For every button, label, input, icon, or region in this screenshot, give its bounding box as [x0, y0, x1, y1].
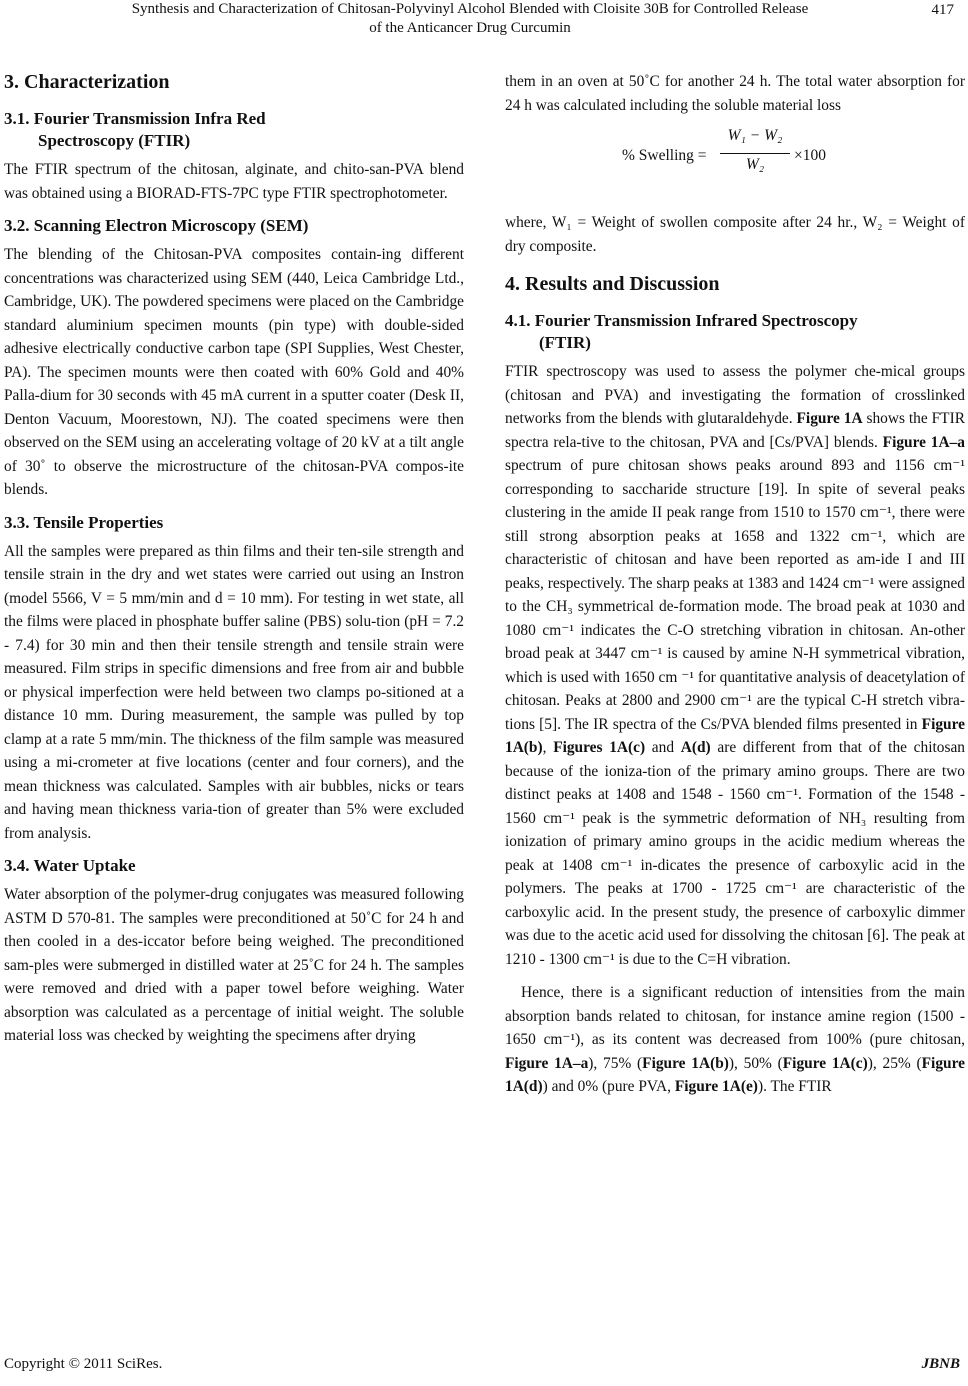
p2-text-c: ), 50% ( — [728, 1054, 783, 1072]
p2-figure-ref-3: Figure 1A(c) — [782, 1054, 868, 1072]
ftir-text-2: shows the FTIR spectra rela-tive to the chitosan, PVA and [Cs/PVA] blends. — [505, 410, 965, 451]
running-title-line2: of the Anticancer Drug Curcumin — [369, 20, 571, 36]
formula-lhs: % Swelling = — [622, 147, 707, 164]
ftir-text-1: FTIR spectroscopy was used to assess the polymer che-mical groups (chitosan and PVA) and investigating the formation of crosslinked networks from the blends with glutaraldehyde. — [505, 363, 965, 427]
copyright-notice: Copyright © 2011 SciRes. — [4, 1356, 163, 1372]
section-3-1-paragraph: The FTIR spectrum of the chitosan, alginate, and chito-san-PVA blend was obtained using a BIORAD-FTS-7PC type FTIR spectrophotometer. — [4, 161, 464, 202]
running-header — [0, 0, 968, 50]
figure-ref-1a: Figure 1A — [796, 410, 863, 427]
section-3-1-title-a: Fourier Transmission Infra Red — [33, 109, 266, 128]
section-3-3-paragraph: All the samples were prepared as thin films and their ten-sile strength and tensile strain in the dry and wet states were carried out using an Instron (model 5566, V = 5 mm/min and d = 10 mm). For testing in wet state, all the films were placed in phosphate buffer saline (PBS) solu-tion (pH = 7.2 - 7.4) for 30 min and then their tensile strength and tensile strain were measured. Film strips in specific dimensions and free from air and bubble or physical imperfection were held between two clamps po-sitioned at a distance 10 mm. During measurement, the sample was pulled by top clamp at a rate 5 mm/min. The thickness of the film sample was measured using a mi-crometer at five locations (center and four corners), and the mean thickness was calculated. Samples with air bubbles, nicks or tears and having mean thickness varia-tion of greater than 5% were excluded from analysis. — [4, 542, 464, 842]
section-4-1-number: 4.1. — [505, 311, 531, 330]
section-3-4-heading: 3.4. Water Uptake — [4, 856, 136, 875]
p2-text-b: ), 75% ( — [588, 1054, 643, 1072]
formula-rhs: ×100 — [794, 147, 826, 164]
p2-figure-ref-2: Figure 1A(b) — [642, 1054, 729, 1072]
section-4-1-heading — [505, 310, 965, 354]
formula-where-paragraph: where, W₁ = Weight of swollen composite after 24 hr., W₂ = Weight of dry composite. — [505, 214, 965, 255]
figure-ref-a-d: A(d) — [680, 739, 711, 756]
figure-ref-1a-a: Figure 1A–a — [882, 433, 965, 451]
section-3-3-heading: 3.3. Tensile Properties — [4, 512, 164, 532]
section-3-1-title-b: Spectroscopy (FTIR) — [38, 131, 191, 150]
formula-numerator: W₁ − W₂ — [727, 127, 783, 144]
figure-ref-1a-c: Figures 1A(c) — [553, 739, 646, 756]
section-3-1-number: 3.1. — [4, 109, 30, 128]
p2-figure-ref-1: Figure 1A–a — [505, 1054, 589, 1072]
ftir-and: and — [651, 739, 675, 756]
section-3-2-paragraph: The blending of the Chitosan-PVA composites contain-ing different concentrations was characterized using SEM (440, Leica Cambridge Ltd., Cambridge, UK). The powdered specimens were placed on the Cambridge standard aluminium specimen mounts (pin type) with double-sided adhesive electrically conductive carbon tape (SPI Supplies, West Chester, PA). The specimen mounts were then coated with 60% Gold and 40% Palla-dium for 30 seconds with 45 mA current in a sputter coater (Desk II, Denton Vacuum, Moorestown, NJ). The coated specimens were then observed on the SEM using an accelerating voltage of 20 kV at a tilt angle of 30˚ to observe the microstructure of the chitosan-PVA compos-ite blends. — [4, 246, 464, 498]
running-title — [40, 0, 900, 38]
section-4-1-title-a: Fourier Transmission Infrared Spectroscopy — [534, 311, 858, 330]
right-column — [505, 70, 965, 1109]
formula-fraction — [720, 127, 790, 174]
section-4-heading: 4. Results and Discussion — [505, 273, 720, 295]
p2-figure-ref-4: Figure 1A(d) — [505, 1054, 965, 1095]
fraction-bar — [720, 153, 790, 154]
section-3-heading: 3. Characterization — [4, 71, 170, 93]
p2-figure-ref-5: Figure 1A(e) — [674, 1078, 758, 1095]
formula-denominator: W₂ — [745, 156, 765, 173]
section-3-4-paragraph: Water absorption of the polymer-drug conjugates was measured following ASTM D 570-81. The samples were preconditioned at 50˚C for 24 h and then cooled in a des-iccator before being weighed. The preconditioned sam-ples were submerged in distilled water at 25˚C for 24 h. The samples were removed and dried with a paper towel before weighing. Water absorption was calculated as a percentage of initial weight. The soluble material loss was checked by weighting the specimens after drying — [4, 886, 464, 1044]
p2-text-d: ), 25% ( — [867, 1054, 922, 1072]
page-number: 417 — [931, 2, 954, 18]
section-3-1-heading — [4, 108, 464, 152]
p2-text-g: ). The FTIR — [757, 1078, 832, 1095]
p2-text-a: Hence, there is a significant reduction of intensities from the main absorption bands related to chitosan, for instance amine region (1500 - 1650 cm⁻¹), as its content was decreased from 100% (pure chitosan, — [505, 984, 965, 1048]
left-column — [4, 70, 464, 1058]
running-title-line1: Synthesis and Characterization of Chitosan-Polyvinyl Alcohol Blended with Cloisite 30B for Controlled Release — [131, 1, 809, 17]
intensity-reduction-paragraph — [505, 981, 965, 1099]
section-3-2-heading: 3.2. Scanning Electron Microscopy (SEM) — [4, 216, 309, 235]
water-uptake-continued-paragraph: them in an oven at 50˚C for another 24 h. The total water absorption for 24 h was calculated including the soluble material loss — [505, 73, 965, 114]
swelling-formula — [505, 127, 965, 191]
p2-text-e: ) and 0% (pure PVA, — [542, 1078, 672, 1095]
figure-ref-1a-b: Figure 1A(b) — [505, 715, 965, 756]
ftir-results-paragraph — [505, 360, 965, 971]
ftir-text-3: spectrum of pure chitosan shows peaks around 893 and 1156 cm⁻¹ corresponding to saccharide structure [19]. In spite of several peaks clustering in the amide II peak range from 1510 to 1570 cm⁻¹, there were still strong absorption peaks at 1658 and 1322 cm⁻¹, which are characteristic of chitosan and have been reported as am-ide I and III peaks, respectively. The sharp peaks at 1383 and 1424 cm⁻¹ were assigned to the CH₃ symmetrical de-formation mode. The broad peak at 1030 and 1080 cm⁻¹ indicates the C-O stretching vibration in chitosan. An-other broad peak at 3447 cm⁻¹ is caused by amine N-H symmetrical vibration, which is used with 1650 cm ⁻¹ for quantitative analysis of deacetylation of chitosan. Peaks at 2800 and 2900 cm⁻¹ are the typical C-H stretch vibra-tions [5]. The IR spectra of the Cs/PVA blended films presented in — [505, 457, 965, 733]
ftir-comma: , — [542, 739, 547, 756]
section-4-1-title-b: (FTIR) — [539, 333, 591, 352]
journal-abbrev: JBNB — [921, 1356, 960, 1372]
ftir-text-4: are different from that of the chitosan because of the ioniza-tion of the primary amino groups. There are two distinct peaks at 1408 and 1548 - 1560 cm⁻¹. Formation of the 1548 - 1560 cm⁻¹ peak is the symmetric deformation of NH₃ resulting from ionization of primary amino groups in the acidic medium whereas the peak at 1408 cm⁻¹ in-dicates the presence of carboxylic acid in the polymers. The peaks at 1700 - 1725 cm⁻¹ are characteristic of the carboxylic acid. In the present study, the presence of carboxylic dimmer was due to the acetic acid used for dissolving the chitosan [6]. The peak at 1210 - 1300 cm⁻¹ is due to the C=H vibration. — [505, 739, 965, 968]
